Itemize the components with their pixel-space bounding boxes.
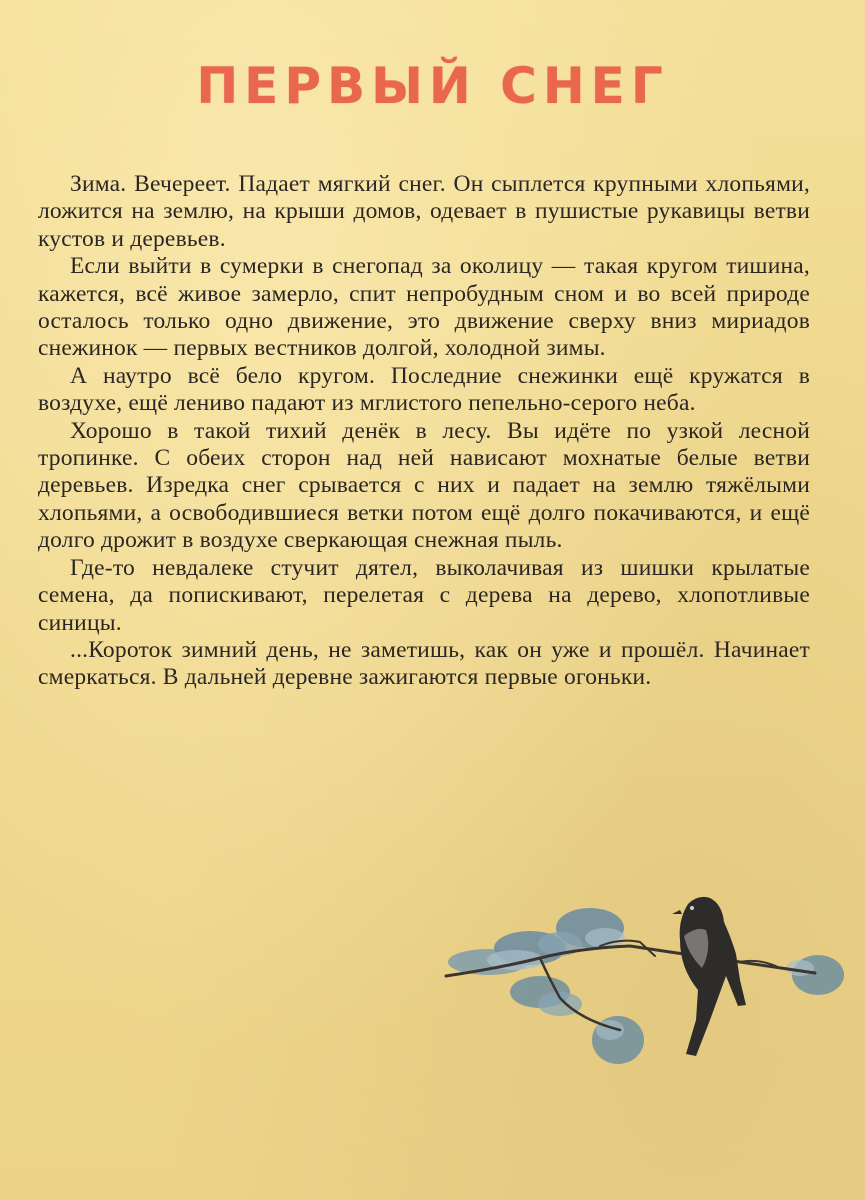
paragraph: Зима. Вечереет. Падает мягкий снег. Он сыплется крупными хлопьями, ложится на землю, на крыши домов, одевает в пушистые рукавицы ветви кустов и деревьев. xyxy=(38,171,810,252)
paragraph: Где-то невдалеке стучит дятел, выколачивая из шишки крылатые семена, да попискивают, перелетая с дерева на дерево, хлопотливые синицы. xyxy=(38,554,810,636)
story-text xyxy=(38,171,810,692)
snow-clumps xyxy=(448,908,844,1064)
paragraph: Хорошо в такой тихий денёк в лесу. Вы идёте по узкой лесной тропинке. С обеих сторон над ней нависают мохнатые белые ветви деревьев. Изредка снег срывается с них и падает на землю тяжёлыми хлопьями, а освободившиеся ветки потом ещё долго покачиваются, и ещё долго дрожит в воздухе сверкающая снежная пыль. xyxy=(38,417,810,554)
paragraph: ...Короток зимний день, не заметишь, как он уже и прошёл. Начинает смеркаться. В дальней деревне зажигаются первые огоньки. xyxy=(38,636,810,691)
page-title: ПЕРВЫЙ СНЕГ xyxy=(196,57,669,115)
bird-on-branch-illustration xyxy=(440,880,850,1080)
paragraph: А наутро всё бело кругом. Последние снежинки ещё кружатся в воздухе, ещё лениво падают из мглистого пепельно-серого неба. xyxy=(38,362,810,417)
paragraph: Если выйти в сумерки в снегопад за околицу — такая кругом тишина, кажется, всё живое замерло, спит непробудным сном и во всей природе осталось только одно движение, это движение сверху вниз мириадов снежинок — первых вестников долгой, холодной зимы. xyxy=(38,253,810,362)
bird-icon xyxy=(672,897,746,1056)
